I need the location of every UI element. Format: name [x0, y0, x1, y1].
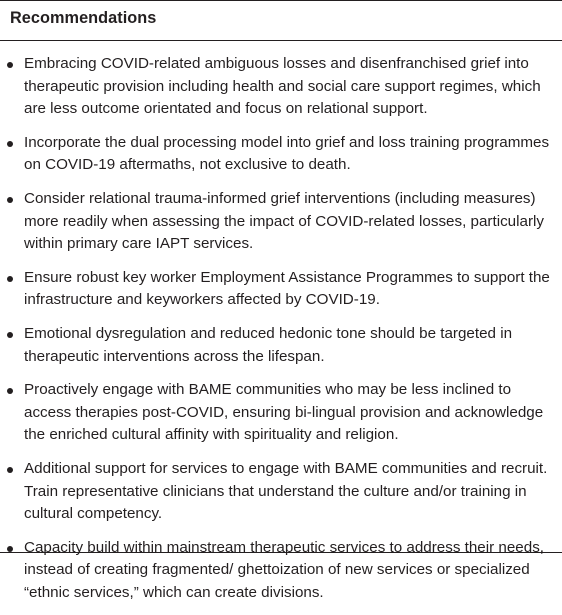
list-item	[0, 323, 562, 368]
list-item-text: Capacity build within mainstream therapeutic services to address their needs, instead of creating fragmented/ ghettoization of new services or specialized “ethnic services,” which can create divisions.	[24, 538, 545, 601]
list-item-text: Proactively engage with BAME communities who may be less inclined to access therapies post-COVID, ensuring bi-lingual provision and acknowledge the enriched cultural affinity with spirituality and religion.	[24, 381, 544, 444]
bullet-icon	[7, 62, 13, 68]
list-item	[0, 537, 562, 605]
table-title: Recommendations	[10, 9, 157, 27]
list-item-text: Emotional dysregulation and reduced hedonic tone should be targeted in therapeutic interventions across the lifespan.	[24, 324, 513, 365]
list-item-text: Ensure robust key worker Employment Assistance Programmes to support the infrastructure and keyworkers affected by COVID-19.	[24, 268, 550, 309]
list-item	[0, 267, 562, 312]
bullet-icon	[7, 197, 13, 203]
bullet-icon	[7, 141, 13, 147]
table-header-rule	[0, 40, 562, 41]
recommendations-list	[0, 53, 562, 615]
list-item	[0, 458, 562, 526]
bullet-icon	[7, 388, 13, 394]
list-item-text: Additional support for services to engage with BAME communities and recruit. Train representative clinicians that understand the culture and/or training in cultural competency.	[24, 459, 548, 523]
list-item	[0, 379, 562, 447]
bullet-icon	[7, 332, 13, 338]
list-item-text: Incorporate the dual processing model into grief and loss training programmes on COVID-19 aftermaths, not exclusive to death.	[24, 133, 550, 174]
list-item	[0, 188, 562, 256]
list-item	[0, 53, 562, 121]
list-item	[0, 132, 562, 177]
bullet-icon	[7, 546, 13, 552]
bullet-icon	[7, 276, 13, 282]
bullet-icon	[7, 467, 13, 473]
list-item-text: Embracing COVID-related ambiguous losses and disenfranchised grief into therapeutic provision including health and social care support regimes, which are less outcome orientated and focus on relational support.	[24, 55, 541, 118]
table-top-rule	[0, 0, 562, 1]
table-bottom-rule	[0, 552, 562, 553]
list-item-text: Consider relational trauma-informed grief interventions (including measures) more readily when assessing the impact of COVID-related losses, particularly within primary care IAPT services.	[24, 189, 544, 253]
